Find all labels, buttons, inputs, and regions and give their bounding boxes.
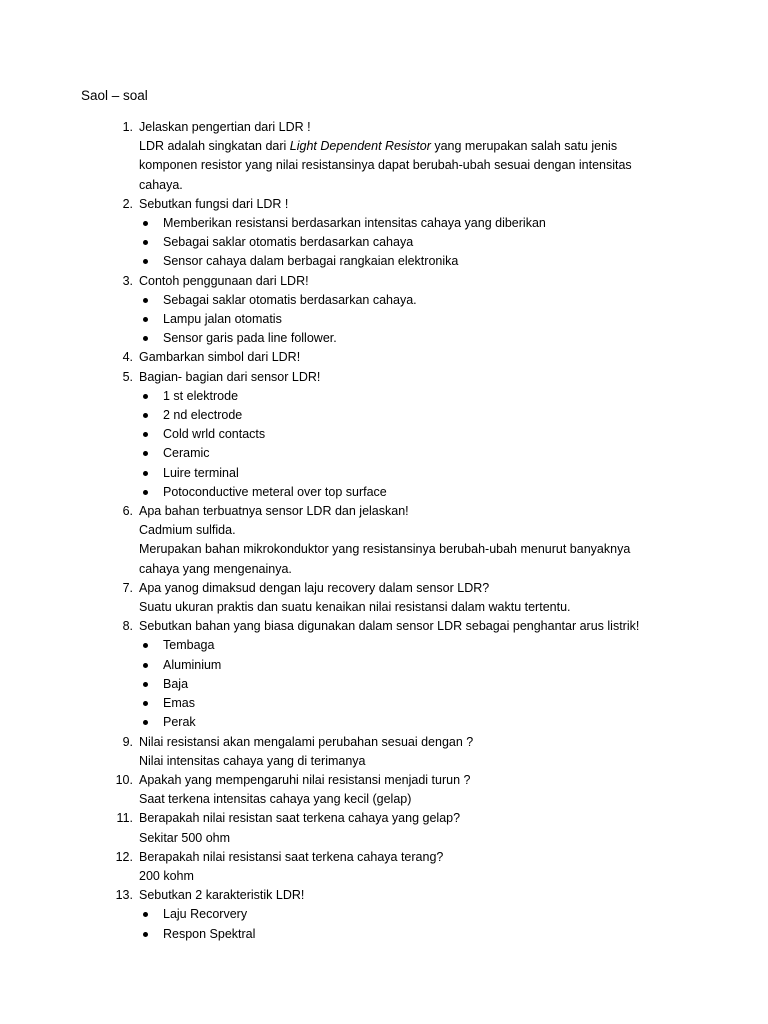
answer-text: Cadmium sulfida. — [139, 523, 236, 538]
bullet-item — [139, 483, 668, 502]
bullet-item — [139, 310, 668, 329]
question-number: 13. — [115, 888, 133, 903]
question-text: Contoh penggunaan dari LDR! — [139, 273, 309, 288]
bullet-item — [139, 252, 668, 271]
bullet-item — [139, 464, 668, 483]
question-text: Sebutkan 2 karakteristik LDR! — [139, 888, 305, 903]
bullet-list — [139, 905, 668, 943]
bullet-item — [139, 444, 668, 463]
answer-text: 200 kohm — [139, 868, 194, 883]
bullet-item — [139, 406, 668, 425]
question-number: 3. — [122, 273, 133, 288]
bullet-list — [139, 387, 668, 502]
bullet-item — [139, 425, 668, 444]
bullet-item — [139, 656, 668, 675]
bullet-text: Tembaga — [163, 638, 215, 653]
question-4 — [0, 348, 768, 367]
question-text: Berapakah nilai resistan saat terkena cahaya yang gelap? — [139, 811, 461, 826]
bullet-list — [139, 214, 668, 272]
bullet-item — [139, 675, 668, 694]
question-3 — [0, 272, 768, 349]
question-text: Sebutkan fungsi dari LDR ! — [139, 196, 289, 211]
bullet-text: 2 nd electrode — [163, 408, 243, 423]
bullet-text: 1 st elektrode — [163, 388, 239, 403]
bullet-icon — [143, 682, 148, 687]
question-number: 5. — [122, 369, 133, 384]
bullet-icon — [143, 432, 148, 437]
question-2 — [0, 195, 768, 272]
answer-text: Suatu ukuran praktis dan suatu kenaikan nilai resistansi dalam waktu tertentu. — [139, 600, 571, 615]
question-11 — [0, 809, 768, 847]
question-text: Apakah yang mempengaruhi nilai resistansi menjadi turun ? — [139, 772, 471, 787]
answer-segment: LDR adalah singkatan dari — [139, 139, 290, 154]
bullet-text: Cold wrld contacts — [163, 427, 266, 442]
answer-text: Sekitar 500 ohm — [139, 830, 231, 845]
answer-text: Saat terkena intensitas cahaya yang kecil (gelap) — [139, 792, 412, 807]
bullet-text: Emas — [163, 696, 195, 711]
question-number: 4. — [122, 350, 133, 365]
question-text: Nilai resistansi akan mengalami perubahan sesuai dengan ? — [139, 734, 474, 749]
bullet-icon — [143, 240, 148, 245]
bullet-icon — [143, 471, 148, 476]
question-number: 7. — [122, 580, 133, 595]
bullet-item — [139, 233, 668, 252]
question-text: Berapakah nilai resistansi saat terkena cahaya terang? — [139, 849, 444, 864]
bullet-text: Sensor cahaya dalam berbagai rangkaian elektronika — [163, 254, 459, 269]
question-number: 10. — [115, 772, 133, 787]
question-number: 11. — [116, 811, 133, 826]
bullet-icon — [143, 413, 148, 418]
bullet-text: Lampu jalan otomatis — [163, 312, 282, 327]
question-6 — [0, 502, 768, 579]
bullet-item — [139, 291, 668, 310]
bullet-item — [139, 214, 668, 233]
bullet-item — [139, 925, 668, 944]
bullet-item — [139, 694, 668, 713]
bullet-text: Ceramic — [163, 446, 210, 461]
question-text: Apa bahan terbuatnya sensor LDR dan jelaskan! — [139, 504, 409, 519]
bullet-text: Aluminium — [163, 657, 222, 672]
bullet-icon — [143, 336, 148, 341]
bullet-icon — [143, 663, 148, 668]
bullet-text: Baja — [163, 676, 189, 691]
question-list — [0, 118, 768, 944]
bullet-item — [139, 387, 668, 406]
question-number: 9. — [122, 734, 133, 749]
bullet-text: Respon Spektral — [163, 926, 256, 941]
bullet-icon — [143, 932, 148, 937]
question-12 — [0, 848, 768, 886]
answer-segment-italic: Light Dependent Resistor — [289, 139, 431, 154]
bullet-icon — [143, 912, 148, 917]
question-text: Bagian- bagian dari sensor LDR! — [139, 369, 321, 384]
question-number: 6. — [122, 504, 133, 519]
question-5 — [0, 368, 768, 502]
bullet-text: Perak — [163, 715, 196, 730]
bullet-item — [139, 713, 668, 732]
bullet-text: Sensor garis pada line follower. — [163, 331, 337, 346]
answer-text: Merupakan bahan mikrokonduktor yang resistansinya berubah-ubah menurut banyaknya cahaya yang mengenainya. — [139, 542, 631, 576]
bullet-text: Sebagai saklar otomatis berdasarkan cahaya — [163, 235, 414, 250]
question-1 — [0, 118, 768, 195]
question-10 — [0, 771, 768, 809]
bullet-icon — [143, 720, 148, 725]
bullet-item — [139, 329, 668, 348]
question-number: 1. — [122, 120, 133, 134]
question-text: Jelaskan pengertian dari LDR ! — [139, 120, 311, 134]
question-9 — [0, 733, 768, 771]
question-13 — [0, 886, 768, 944]
bullet-text: Potoconductive meteral over top surface — [163, 484, 387, 499]
question-number: 12. — [115, 849, 133, 864]
question-text: Gambarkan simbol dari LDR! — [139, 350, 301, 365]
answer-segment: yang merupakan salah satu jenis komponen resistor yang nilai resistansinya dapat berubah-ubah sesuai dengan intensitas cahaya. — [139, 139, 632, 192]
question-number: 2. — [122, 196, 133, 211]
bullet-item — [139, 636, 668, 655]
document-title: Saol – soal — [81, 88, 148, 103]
bullet-icon — [143, 259, 148, 264]
bullet-text: Memberikan resistansi berdasarkan intensitas cahaya yang diberikan — [163, 216, 546, 231]
bullet-icon — [143, 701, 148, 706]
bullet-icon — [143, 394, 148, 399]
bullet-icon — [143, 643, 148, 648]
question-8 — [0, 617, 768, 732]
question-number: 8. — [122, 619, 133, 634]
question-text: Apa yanog dimaksud dengan laju recovery dalam sensor LDR? — [139, 580, 490, 595]
bullet-icon — [143, 298, 148, 303]
answer-text — [139, 137, 668, 195]
bullet-text: Luire terminal — [163, 465, 239, 480]
bullet-icon — [143, 317, 148, 322]
bullet-list — [139, 291, 668, 349]
bullet-icon — [143, 490, 148, 495]
question-7 — [0, 579, 768, 617]
bullet-icon — [143, 451, 148, 456]
bullet-item — [139, 905, 668, 924]
bullet-text: Laju Recorvery — [163, 907, 248, 922]
answer-text: Nilai intensitas cahaya yang di terimanya — [139, 753, 366, 768]
bullet-icon — [143, 221, 148, 226]
bullet-text: Sebagai saklar otomatis berdasarkan cahaya. — [163, 292, 417, 307]
bullet-list — [139, 636, 668, 732]
question-text: Sebutkan bahan yang biasa digunakan dalam sensor LDR sebagai penghantar arus listrik! — [139, 619, 640, 634]
